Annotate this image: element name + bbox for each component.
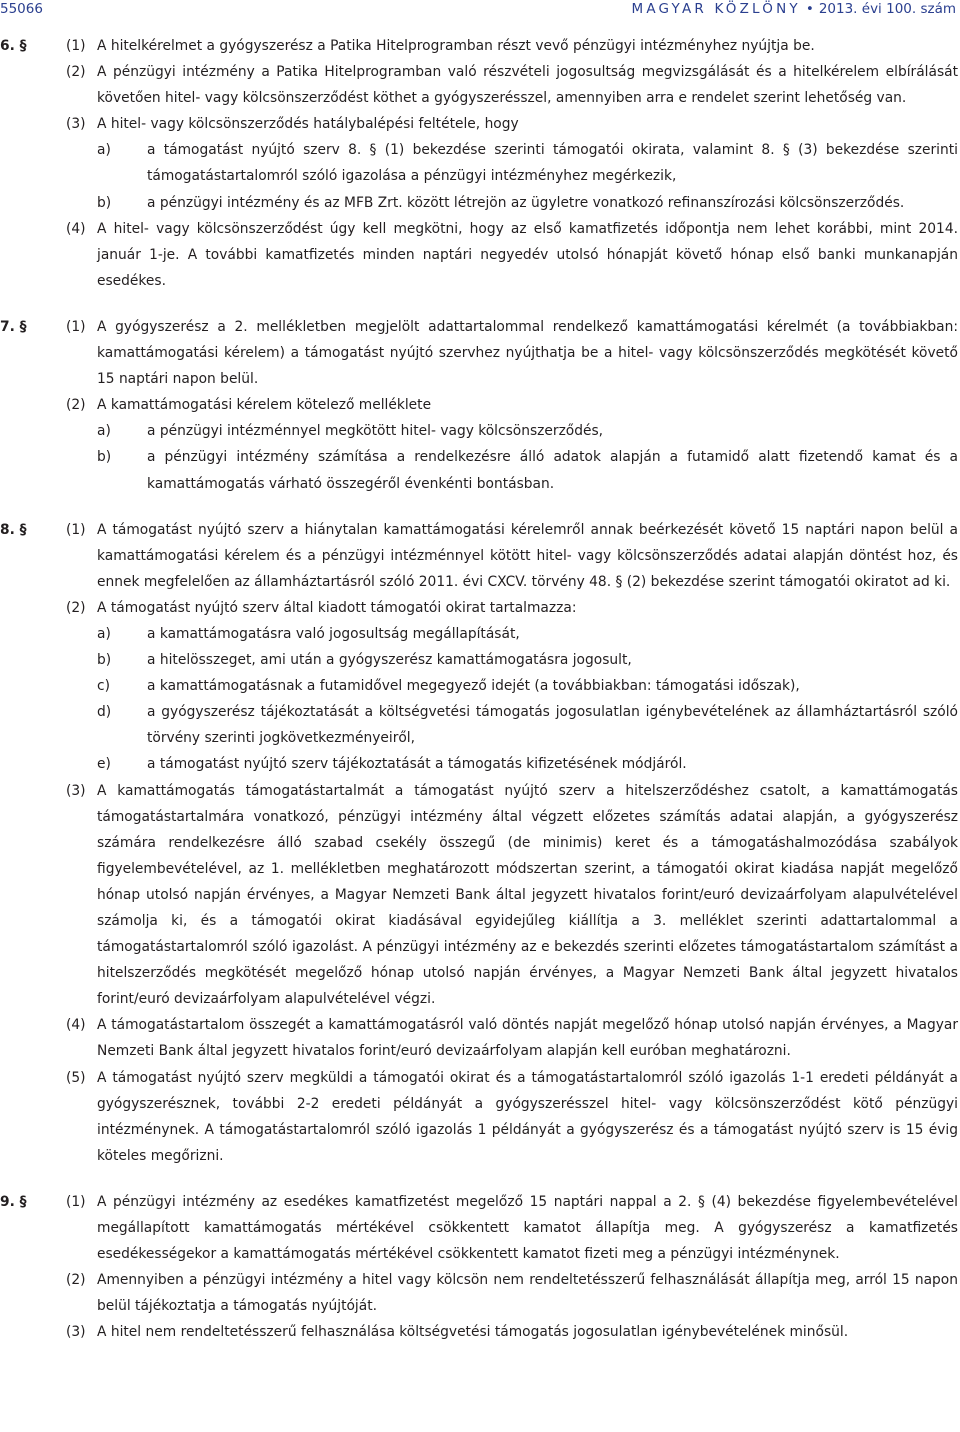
point-text: a kamattámogatásnak a futamidővel megegyező idejét (a továbbiakban: támogatási időszak),	[147, 678, 800, 695]
paragraph	[66, 33, 958, 59]
section	[0, 1189, 958, 1346]
section-number: 7. §	[0, 318, 27, 335]
paragraph-text: Amennyiben a pénzügyi intézmény a hitel vagy kölcsön nem rendeltetésszerű felhasználását állapítja meg, arról 15 napon belül tájékoztatja a támogatás nyújtóját.	[97, 1272, 958, 1315]
point-label: a)	[97, 423, 111, 440]
running-header	[632, 1, 956, 17]
paragraph	[66, 778, 958, 1013]
point-item	[97, 647, 958, 673]
issue-number: 2013. évi 100. szám	[818, 1, 956, 17]
point-label: d)	[97, 704, 112, 721]
paragraph-number: (1)	[66, 318, 86, 335]
paragraph	[66, 111, 958, 215]
paragraph-text: A támogatást nyújtó szerv a hiánytalan kamattámogatási kérelemről annak beérkezését követő 15 naptári napon belül a kamattámogatási kérelem és a pénzügyi intézménnyel kötött hitel- vagy kölcsönszerződés adatai alapján döntést hoz, és ennek megfelelően az államháztartásról szóló 2011. évi CXCV. törvény 48. § (2) bekezdése szerint támogatói okiratot ad ki.	[97, 521, 958, 590]
paragraph-number: (2)	[66, 1272, 86, 1289]
point-label: b)	[97, 449, 112, 466]
point-label: b)	[97, 194, 112, 211]
paragraph-text: A hitelkérelmet a gyógyszerész a Patika Hitelprogramban részt vevő pénzügyi intézményhez nyújtja be.	[97, 38, 815, 54]
point-label: a)	[97, 625, 111, 642]
paragraph-number: (3)	[66, 116, 86, 133]
point-text: a pénzügyi intézmény számítása a rendelkezésre álló adatok alapján a futamidő alatt fizetendő kamat és a kamattámogatás várható összegéről évenkénti bontásban.	[147, 449, 958, 492]
paragraph-number: (2)	[66, 64, 86, 81]
point-label: a)	[97, 142, 111, 159]
paragraph	[66, 314, 958, 392]
paragraph-number: (3)	[66, 1324, 86, 1341]
paragraph-number: (1)	[66, 1193, 86, 1210]
paragraph-number: (1)	[66, 521, 86, 538]
point-text: a támogatást nyújtó szerv 8. § (1) bekezdése szerinti támogatói okirata, valamint 8. § (3) bekezdése szerinti támogatástartalomról szóló igazolása a pénzügyi intézményhez megérkezik,	[147, 142, 958, 185]
point-item	[97, 673, 958, 699]
point-item	[97, 190, 958, 216]
point-text: a pénzügyi intézménnyel megkötött hitel- vagy kölcsönszerződés,	[147, 423, 604, 440]
point-text: a pénzügyi intézmény és az MFB Zrt. között létrejön az ügyletre vonatkozó refinanszírozási kölcsönszerződés.	[147, 194, 905, 211]
paragraph	[66, 216, 958, 294]
paragraph-text: A támogatást nyújtó szerv által kiadott támogatói okirat tartalmazza:	[97, 599, 577, 616]
point-text: a hitelösszeget, ami után a gyógyszerész kamattámogatásra jogosult,	[147, 652, 632, 669]
paragraph	[66, 595, 958, 778]
paragraph-number: (4)	[66, 220, 86, 237]
paragraph	[66, 1189, 958, 1267]
point-text: a gyógyszerész tájékoztatását a költségvetési támogatás jogosulatlan igénybevételének az államháztartásról szóló törvény szerinti jogkövetkezményeiről,	[147, 704, 958, 747]
publication-title: MAGYAR KÖZLÖNY	[631, 1, 801, 17]
paragraph-text: A hitel- vagy kölcsönszerződés hatálybalépési feltétele, hogy	[97, 116, 519, 133]
point-list	[97, 621, 958, 778]
point-item	[97, 418, 958, 444]
paragraph-text: A kamattámogatási kérelem kötelező melléklete	[97, 397, 432, 414]
section-number: 8. §	[0, 521, 27, 538]
paragraph-text: A pénzügyi intézmény az esedékes kamatfizetést megelőző 15 naptári nappal a 2. § (4) bekezdése figyelembevételével megállapított kamattámogatás mértékével csökkentett kamatot állapítja meg. A gyógyszerész a kamatfizetés esedékességekor a kamattámogatás mértékével csökkentett kamatot fizeti meg a pénzügyi intézménynek.	[97, 1193, 958, 1263]
paragraph-number: (2)	[66, 397, 86, 414]
section-number: 6. §	[0, 38, 27, 54]
paragraph-text: A hitel- vagy kölcsönszerződést úgy kell megkötni, hogy az első kamatfizetés időpontja nem lehet korábbi, mint 2014. január 1-je. A további kamatfizetés minden naptári negyedév utolsó hónapját követő hónap első banki munkanapján esedékes.	[97, 220, 958, 289]
document-body	[0, 33, 958, 1346]
paragraph	[66, 59, 958, 111]
paragraph-text: A pénzügyi intézmény a Patika Hitelprogramban való részvételi jogosultság megvizsgálását és a hitelkérelem elbírálását követően hitel- vagy kölcsönszerződést köthet a gyógyszerésszel, amennyiben arra e rendelet szerint lehetőség van.	[97, 64, 958, 107]
page-number: 55066	[0, 1, 43, 17]
point-item	[97, 621, 958, 647]
point-item	[97, 751, 958, 777]
section	[0, 314, 958, 497]
section-number: 9. §	[0, 1193, 27, 1210]
section	[0, 517, 958, 1169]
point-text: a kamattámogatásra való jogosultság megállapítását,	[147, 625, 520, 642]
paragraph-number: (1)	[66, 38, 86, 54]
point-label: c)	[97, 678, 110, 695]
paragraph-text: A támogatástartalom összegét a kamattámogatásról való döntés napját megelőző hónap utolsó napján érvényes, a Magyar Nemzeti Bank által jegyzett hivatalos forint/euró devizaárfolyam alapján kell euróban meghatározni.	[97, 1017, 958, 1060]
header-separator: •	[805, 1, 814, 17]
paragraph-text: A hitel nem rendeltetésszerű felhasználása költségvetési támogatás jogosulatlan igénybevételének minősül.	[97, 1324, 849, 1341]
point-list	[97, 418, 958, 496]
paragraph	[66, 392, 958, 496]
paragraph	[66, 1319, 958, 1345]
paragraph-number: (5)	[66, 1069, 86, 1086]
point-list	[97, 137, 958, 215]
paragraph-number: (2)	[66, 599, 86, 616]
paragraph-number: (4)	[66, 1017, 86, 1034]
point-label: e)	[97, 756, 111, 773]
point-text: a támogatást nyújtó szerv tájékoztatását a támogatás kifizetésének módjáról.	[147, 756, 687, 773]
paragraph	[66, 1267, 958, 1319]
paragraph	[66, 1012, 958, 1064]
paragraph	[66, 517, 958, 595]
point-label: b)	[97, 652, 112, 669]
paragraph-number: (3)	[66, 782, 86, 799]
paragraph-text: A kamattámogatás támogatástartalmát a támogatást nyújtó szerv a hitelszerződéshez csatolt, a kamattámogatás támogatástartalmára vonatkozó, pénzügyi intézmény által végzett előzetes számítás adatai alapján, a gyógyszerész számára rendelkezésre álló szabad csekély összegű (de minimis) keret és a támogatáshalmozódása szabályok figyelembevételével, az 1. mellékletben meghatározott módszertan szerint, a támogatói okirat kiadása napját megelőző hónap utolsó napján érvényes, a Magyar Nemzeti Bank által jegyzett hivatalos forint/euró devizaárfolyam alapulvételével számolja ki, és a támogatói okirat kiadásával egyidejűleg kiállítja a 3. melléklet szerinti adattartalommal a támogatástartalomról szóló igazolást. A pénzügyi intézmény az e bekezdés szerinti előzetes támogatástartalom számítást a hitelszerződés megkötését megelőző hónap utolsó napján érvényes, a Magyar Nemzeti Bank által jegyzett hivatalos forint/euró devizaárfolyam alapulvételével végzi.	[97, 782, 958, 1008]
point-item	[97, 444, 958, 496]
paragraph-text: A gyógyszerész a 2. mellékletben megjelölt adattartalommal rendelkező kamattámogatási kérelmét (a továbbiakban: kamattámogatási kérelem) a támogatást nyújtó szervhez nyújthatja be a hitel- vagy kölcsönszerződés megkötését követő 15 naptári napon belül.	[97, 318, 958, 388]
paragraph	[66, 1065, 958, 1169]
paragraph-text: A támogatást nyújtó szerv megküldi a támogatói okirat és a támogatástartalomról szóló igazolás 1-1 eredeti példányát a gyógyszerésznek, további 2-2 eredeti példányát a gyógyszerésszel hitel- vagy kölcsönszerződést kötő pénzügyi intézménynek. A támogatástartalomról szóló igazolás 1 példányát a gyógyszerész és a támogatást nyújtó szerv is 15 évig köteles megőrizni.	[97, 1069, 958, 1164]
point-item	[97, 699, 958, 751]
point-item	[97, 137, 958, 189]
section	[0, 33, 958, 294]
